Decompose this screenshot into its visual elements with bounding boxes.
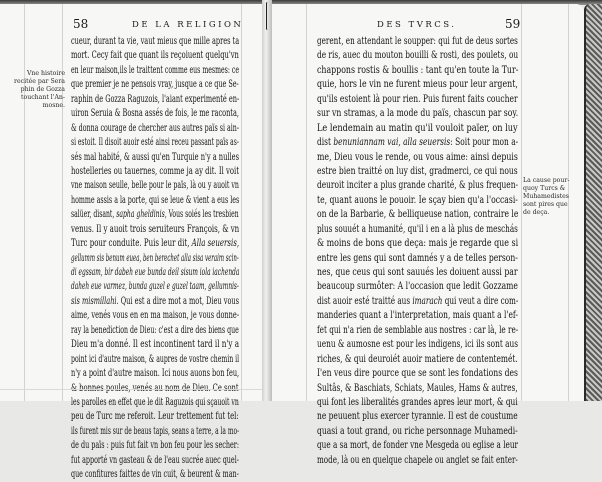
text-line: quasi a tout grand, ou riche personnage Muhamedi- [317,424,518,437]
text-line: & bonnes poules, venés au nom de Dieu. Ce sont [71,381,239,394]
text-line: ray la benediction de Dieu: c'est a dire des biens que [71,323,239,336]
margin-note-line: quoy Turcs & [523,185,566,192]
text-line: beaucoup surmôter: A l'occasion que ledit Gozzame [317,280,518,293]
text-line: cueur, durant ta vie, vaut mieus que mille apres ta [71,35,240,47]
text-line: dist benuniannam vai, alla seuersis: Soit pour mon a- [317,136,519,149]
text-line: de ris, auec du mouton bouilli & rosti, des poulets, ou [317,49,519,62]
gutter-thread [266,2,269,30]
text-line: vne maison seulle, belle pour le païs, là ou y auoit vn [71,179,239,192]
text-line: mode, là ou en quelque chapele ou anglet se fait enter- [317,453,518,466]
left-page-number: 58 [73,17,89,31]
text-line: chappons rostis & boullis : tant qu'en toute la Tur- [317,63,519,76]
text-line: manderies quant a l'interpretation, mais quant a l'ef- [317,309,518,322]
text-line: homme assis a la porte, qui se leue & vient a eus les [71,193,240,206]
text-line: I'en veus dire pource que se sont les fondations des [317,367,518,380]
page-ruling-line [306,4,307,401]
text-line: hostelleries ou tauernes, comme ja ay dit. Il voit [71,164,239,177]
foreign-phrase: benuniannam vai, alla seuersis [333,136,451,149]
margin-note-line: de deça. [523,209,550,216]
right-running-head: DES TVRCS. [377,20,457,30]
text-line: qu'ils estoient là pour rien. Puis furent faits coucher [317,92,518,105]
text-line: qui font les liberalités grandes apres leur mort, & qui [317,395,518,408]
text-line: aime, venés vous en en ma maison, je vous donne- [71,309,240,322]
page-ruling-line [62,4,63,401]
text-line: riches, & qui deuroiét auoir matiere de contentemét. [317,352,518,365]
text-line: sis mismillahi. Qui est a dire mot a mot, Dieu vous [71,294,240,307]
text-line [71,265,239,279]
text-line [71,279,239,293]
text-line: fut apporté vn gasteau & de l'eau sucrée auec quel- [71,453,239,466]
left-page-body-text [71,34,239,482]
text-line: n'y a point d'autre maison. Ici nous auons bon feu, [71,367,240,380]
text-line: sés mal habité, & aussi qu'en Turquie n'y a nulles [71,150,240,163]
margin-note-line: phin de Gozza [20,86,65,93]
margin-note-line: touchant l'An- [21,94,65,101]
text-line: venus. Il y auoit trois seruiteurs François, & vn [71,222,240,235]
text-line: Turc pour conduite. Puis leur dit, Alla seuersis, [71,237,240,250]
book-gutter [262,0,272,401]
foreign-phrase: imarach [412,294,443,307]
text-line: les parolles en effet que le dit Raguzois qui sçauoit vn [71,395,239,408]
book-binding-edge [584,4,602,401]
page-bottom-edge [0,389,262,390]
text-line: si estoit. Il disoit auoir esté ainsi receu passant païs as- [71,136,239,149]
text-line: plus souuét a humanité, qu'il i en a là plus de meschás [317,222,518,235]
margin-note-line: mosne. [42,102,65,109]
text-line: point ici d'autre maison, & aupres de vostre chemin il [71,352,240,365]
text-line: en leur maison,ils le traittent comme eus mesmes: ce [71,63,240,76]
margin-note-line: La cause pour- [523,177,570,184]
foreign-phrase: Alla seuersis, [191,237,240,250]
text-line: peu de Turc me referoit. Leur trettement fut tel: [71,410,239,423]
right-page-body-text [317,34,518,467]
foreign-phrase: gellumm sis benum euea, ben berechet alla sisa veraim scin- [71,251,239,264]
foreign-phrase: sis mismillahi. [71,294,119,307]
text-line: deuroit inciter a plus grande charité, & plus frequen- [317,179,519,192]
text-line: on de la Barbarie, & belliqueuse nation, contraire le [317,208,519,221]
text-line: uiron Seruia & Bosna assés de fois, le me raconta, [71,107,239,120]
text-line: sur vn stramas, a la mode du païs, chascun par soy. [317,107,519,120]
text-line: fet qui n'a rien de semblable aus nostres : car là, le re- [317,323,519,336]
text-line: que confitures faittes de vin cuit, & beurent & man- [71,468,239,481]
text-line: que a sa mort, de fonder vne Mesgeda ou eglise a leur [317,439,519,452]
text-line: ne peuuent plus exercer tyrannie. Il est de coustume [317,410,518,423]
text-line: Le lendemain au matin qu'il vouloit païer, on luy [317,121,518,134]
page-ruling-line [241,4,242,401]
text-line: & donna courage de chercher aus autres païs si ain- [71,121,239,134]
page-ruling-line [24,4,25,401]
text-line: nes, que ceus qui sont sauués les doiuent aussi par [317,266,518,278]
text-line: te, quant auons le pouoir. Ie sçay bien qu'a l'occasi- [317,193,518,206]
text-line: Sultâs, & Baschiats, Schiats, Maules, Hams & autres, [317,381,518,394]
foreign-phrase: daheh eue varmez, bunda guzel e guzel taam, gellumnis- [71,280,239,293]
page-ruling-line [521,4,522,401]
left-margin-note [7,70,65,110]
text-line: uenu & aumosne est pour les indigens, ici ils sont aus [317,338,519,351]
text-line: de du païs : puis fut fait vn bon feu pour les secher: [71,439,240,452]
foreign-phrase: di egssam, bir dabeh eue bunda deil sisum iola iachenda [71,266,240,278]
margin-note-line: Vne histoire [26,70,65,77]
text-line: ils furent mis sur de beaus tapis, seans a terre, a la mo- [71,424,240,437]
text-line: Dieu m'a donné. Il est incontinent tard il n'y a [71,338,240,351]
text-line [71,251,239,265]
margin-note-line: Muhamedistes [523,193,569,200]
text-line: que premier je ne pensois vray, jusque a ce que Se- [71,78,239,91]
text-line: mort. Cecy fait que quant ils reçoiuent quelqu'vn [71,49,239,62]
text-line: estre bien traitté on luy dist, gradmerci, ce qui nous [317,164,518,177]
text-line: dist auoir esté traitté aus imarach qui veut a dire com- [317,294,519,307]
margin-note-line: sont pires que [523,201,568,208]
text-line: raphin de Gozza Raguzois, l'aiant experimenté en- [71,92,240,105]
text-line: & moins de bons que deça: mais je regarde que si [317,237,519,250]
right-page-number: 59 [505,17,521,31]
text-line: quie, hors le vin ne furent mieus pour leur argent, [317,78,518,91]
text-line: me, Dieu vous le rende, ou vous aime: ainsi depuis [317,150,518,163]
left-running-head: DE LA RELIGION [132,20,244,30]
margin-note-line: recitée par Sera [14,78,65,85]
text-line: salüer, disant, sapha gheldinis, Vous soiés les tresbien [71,208,239,221]
right-margin-note [523,177,569,217]
foreign-phrase: sapha gheldinis, [116,208,167,221]
text-line: gerent, en attendant le soupper: qui fut de deus sortes [317,35,518,47]
text-line: entre les gens qui sont damnés y a de telles person- [317,251,518,264]
